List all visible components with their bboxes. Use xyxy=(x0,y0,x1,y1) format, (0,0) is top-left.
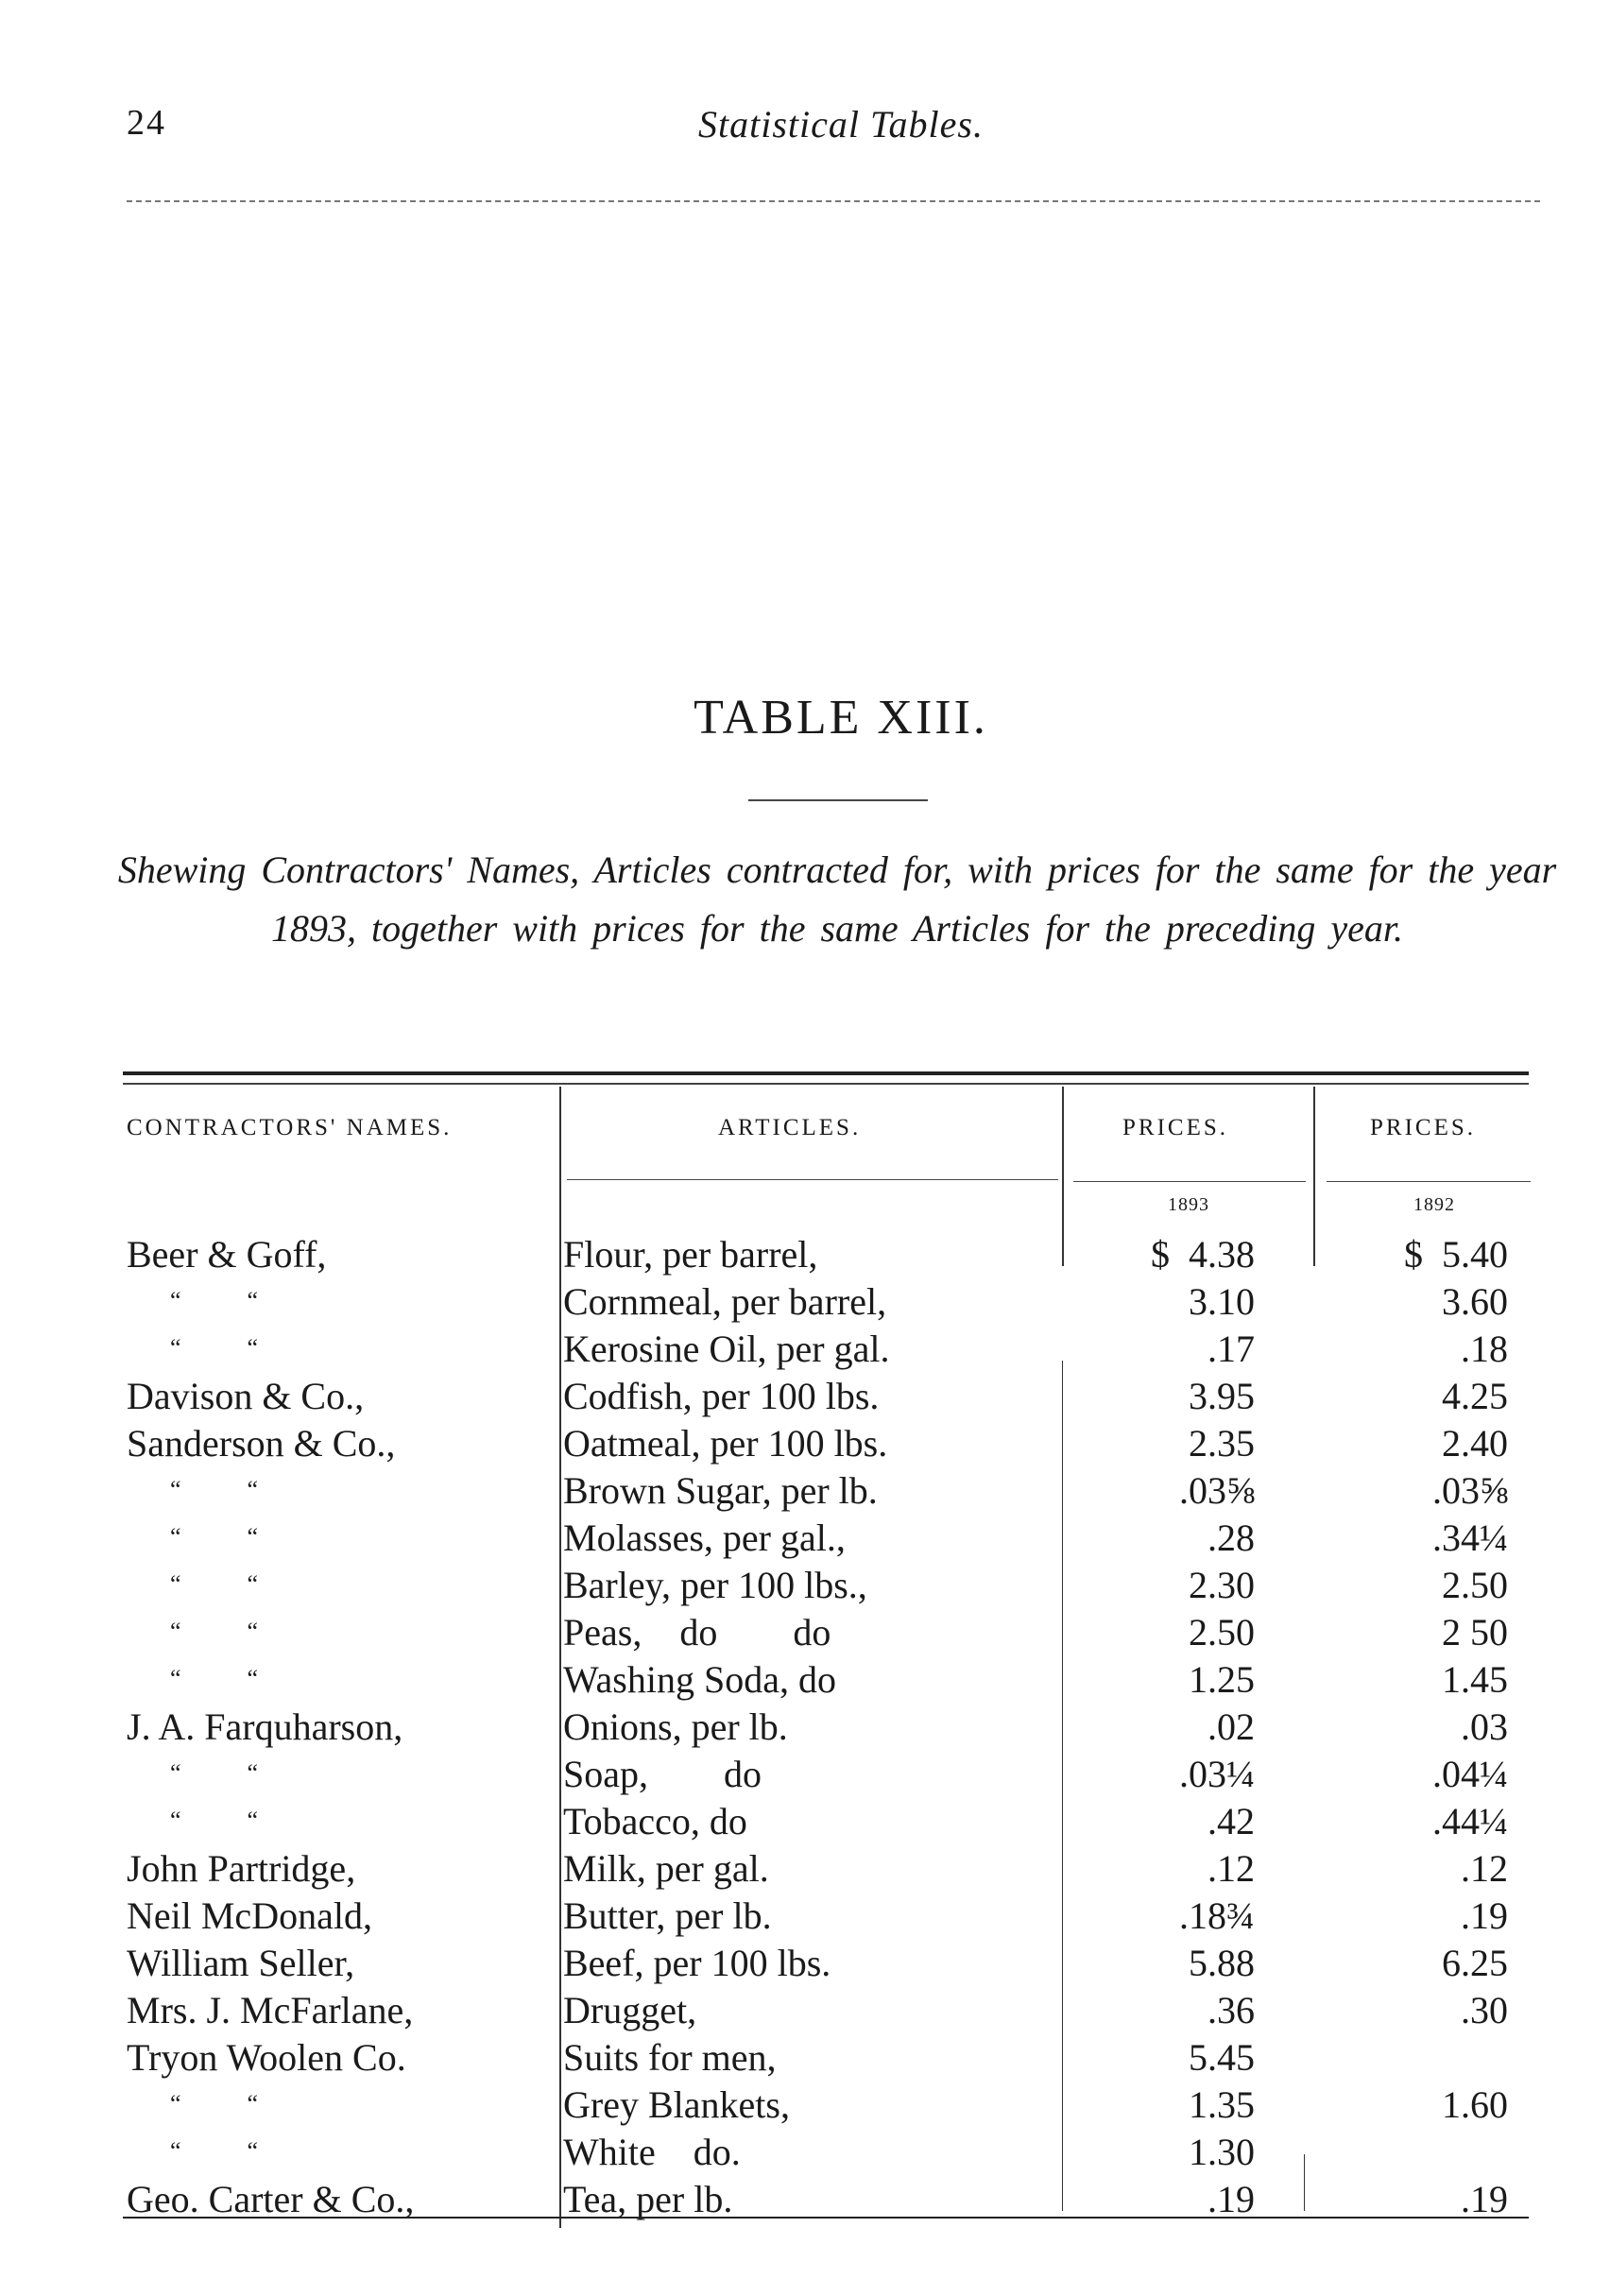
table-top-rule xyxy=(123,1071,1529,1075)
contractor-name-cell: Davison & Co., xyxy=(127,1375,365,1417)
article-cell: Grey Blankets, xyxy=(563,2083,790,2126)
price-1893-cell: .19 xyxy=(1208,2178,1255,2220)
table-row xyxy=(0,1232,1610,1279)
price-1892-cell: 1.45 xyxy=(1442,1658,1508,1701)
price-1893-cell: 3.10 xyxy=(1189,1280,1255,1323)
price-1892-cell: 2 50 xyxy=(1442,1611,1508,1653)
article-cell: Drugget, xyxy=(563,1989,697,2031)
page-number: 24 xyxy=(127,103,166,143)
price-1893-cell: 5.88 xyxy=(1189,1942,1255,1984)
article-cell: Oatmeal, per 100 lbs. xyxy=(563,1422,888,1465)
contractor-name-cell: Geo. Carter & Co., xyxy=(127,2178,415,2220)
price-1892-cell: .12 xyxy=(1461,1847,1508,1890)
price-1892-cell: .34¼ xyxy=(1432,1516,1508,1559)
article-cell: Butter, per lb. xyxy=(563,1894,772,1937)
price-1893-cell: 2.30 xyxy=(1189,1564,1255,1606)
article-cell: Barley, per 100 lbs., xyxy=(563,1564,867,1606)
table-row xyxy=(0,1893,1610,1941)
table-caption: Shewing Contractors' Names, Articles contracted for, with prices for the same for the year 1893, together with prices for the same Articles for the preceding year. xyxy=(117,848,1557,950)
price-1893-cell: 1.25 xyxy=(1189,1658,1255,1701)
table-row xyxy=(0,1374,1610,1421)
article-cell: Soap, do xyxy=(563,1753,762,1795)
article-cell: Kerosine Oil, per gal. xyxy=(563,1328,890,1370)
price-1893-cell: .18¾ xyxy=(1179,1894,1255,1937)
running-head: Statistical Tables. xyxy=(697,103,984,146)
header-underline xyxy=(1327,1181,1531,1182)
price-1893-cell: $ 4.38 xyxy=(1151,1233,1255,1276)
table-row xyxy=(0,1705,1610,1752)
price-1892-cell: $ 5.40 xyxy=(1404,1233,1508,1276)
table-title: TABLE XIII. xyxy=(694,691,988,745)
header-prices-1893: PRICES. xyxy=(1122,1115,1229,1140)
contractor-name-cell: “ “ xyxy=(170,2137,261,2165)
contractor-name-cell: “ “ xyxy=(170,1523,261,1551)
article-cell: Onions, per lb. xyxy=(563,1705,788,1748)
price-1892-cell: .30 xyxy=(1461,1989,1508,2031)
price-1892-cell: 4.25 xyxy=(1442,1375,1508,1417)
contractor-name-cell: J. A. Farquharson, xyxy=(127,1705,403,1748)
article-cell: Tea, per lb. xyxy=(563,2178,733,2220)
contractor-name-cell: “ “ xyxy=(170,2090,261,2117)
price-1893-cell: .17 xyxy=(1208,1328,1255,1370)
article-cell: Tobacco, do xyxy=(563,1800,747,1842)
article-cell: Brown Sugar, per lb. xyxy=(563,1469,878,1512)
title-underline xyxy=(748,799,928,801)
table-row xyxy=(0,1327,1610,1374)
price-1893-cell: .03¼ xyxy=(1179,1753,1255,1795)
price-1893-cell: .28 xyxy=(1208,1516,1255,1559)
table-row xyxy=(0,1846,1610,1893)
price-1893-cell: 5.45 xyxy=(1189,2036,1255,2079)
price-1892-cell: .04¼ xyxy=(1432,1753,1508,1795)
price-1892-cell: 1.60 xyxy=(1442,2083,1508,2126)
price-1892-cell: 2.50 xyxy=(1442,1564,1508,1606)
price-1892-cell: .03 xyxy=(1461,1705,1508,1748)
contractor-name-cell: “ “ xyxy=(170,1759,261,1787)
price-1893-cell: .12 xyxy=(1208,1847,1255,1890)
table-row xyxy=(0,1941,1610,1988)
contractor-name-cell: “ “ xyxy=(170,1665,261,1692)
price-1893-cell: 1.35 xyxy=(1189,2083,1255,2126)
contractor-name-cell: Beer & Goff, xyxy=(127,1233,327,1276)
header-underline xyxy=(567,1179,1058,1180)
price-1893-cell: .03⅝ xyxy=(1179,1469,1255,1512)
header-prices-1892: PRICES. xyxy=(1370,1115,1477,1140)
price-1892-cell: .44¼ xyxy=(1432,1800,1508,1842)
price-1892-cell: .03⅝ xyxy=(1432,1469,1508,1512)
price-1893-cell: 2.35 xyxy=(1189,1422,1255,1465)
article-cell: Flour, per barrel, xyxy=(563,1233,818,1276)
article-cell: Suits for men, xyxy=(563,2036,777,2079)
contractor-name-cell: “ “ xyxy=(170,1618,261,1645)
contractor-name-cell: Neil McDonald, xyxy=(127,1894,372,1937)
article-cell: Milk, per gal. xyxy=(563,1847,769,1890)
year-1892: 1892 xyxy=(1413,1194,1455,1215)
table-bottom-rule xyxy=(123,2217,1529,2219)
contractor-name-cell: Tryon Woolen Co. xyxy=(127,2036,406,2079)
contractor-name-cell: “ “ xyxy=(170,1570,261,1598)
table-row xyxy=(0,1421,1610,1468)
header-rule xyxy=(127,200,1540,202)
article-cell: Cornmeal, per barrel, xyxy=(563,1280,887,1323)
price-1892-cell: .18 xyxy=(1461,1328,1508,1370)
contractor-name-cell: “ “ xyxy=(170,1334,261,1362)
price-1893-cell: 1.30 xyxy=(1189,2131,1255,2173)
table-top-rule-thin xyxy=(123,1083,1529,1085)
header-underline xyxy=(1073,1181,1306,1182)
article-cell: Washing Soda, do xyxy=(563,1658,836,1701)
table-row xyxy=(0,1657,1610,1705)
contractor-name-cell: William Seller, xyxy=(127,1942,355,1984)
table-row xyxy=(0,2035,1610,2082)
header-contractors-names: CONTRACTORS' NAMES. xyxy=(127,1115,453,1140)
contractor-name-cell: “ “ xyxy=(170,1476,261,1503)
table-row xyxy=(0,1279,1610,1327)
contractor-name-cell: Sanderson & Co., xyxy=(127,1422,396,1465)
table-row xyxy=(0,2130,1610,2177)
price-1892-cell: .19 xyxy=(1461,2178,1508,2220)
table-row xyxy=(0,1468,1610,1516)
contractor-name-cell: John Partridge, xyxy=(127,1847,356,1890)
price-1893-cell: 2.50 xyxy=(1189,1611,1255,1653)
table-row xyxy=(0,1988,1610,2035)
contractor-name-cell: “ “ xyxy=(170,1287,261,1314)
price-1892-cell: 2.40 xyxy=(1442,1422,1508,1465)
price-1892-cell: 6.25 xyxy=(1442,1942,1508,1984)
price-1892-cell: .19 xyxy=(1461,1894,1508,1937)
contractor-name-cell: “ “ xyxy=(170,1807,261,1834)
price-1893-cell: .36 xyxy=(1208,1989,1255,2031)
table-row xyxy=(0,1516,1610,1563)
article-cell: Beef, per 100 lbs. xyxy=(563,1942,831,1984)
price-1893-cell: .42 xyxy=(1208,1800,1255,1842)
article-cell: Peas, do do xyxy=(563,1611,831,1653)
price-1892-cell: 3.60 xyxy=(1442,1280,1508,1323)
table-row xyxy=(0,1610,1610,1657)
article-cell: Codfish, per 100 lbs. xyxy=(563,1375,880,1417)
header-articles: ARTICLES. xyxy=(718,1115,862,1140)
price-1893-cell: 3.95 xyxy=(1189,1375,1255,1417)
article-cell: White do. xyxy=(563,2131,741,2173)
table-row xyxy=(0,1799,1610,1846)
article-cell: Molasses, per gal., xyxy=(563,1516,846,1559)
table-row xyxy=(0,1563,1610,1610)
contractor-name-cell: Mrs. J. McFarlane, xyxy=(127,1989,414,2031)
price-1893-cell: .02 xyxy=(1208,1705,1255,1748)
table-row xyxy=(0,2082,1610,2130)
year-1893: 1893 xyxy=(1168,1194,1209,1215)
table-row xyxy=(0,1752,1610,1799)
